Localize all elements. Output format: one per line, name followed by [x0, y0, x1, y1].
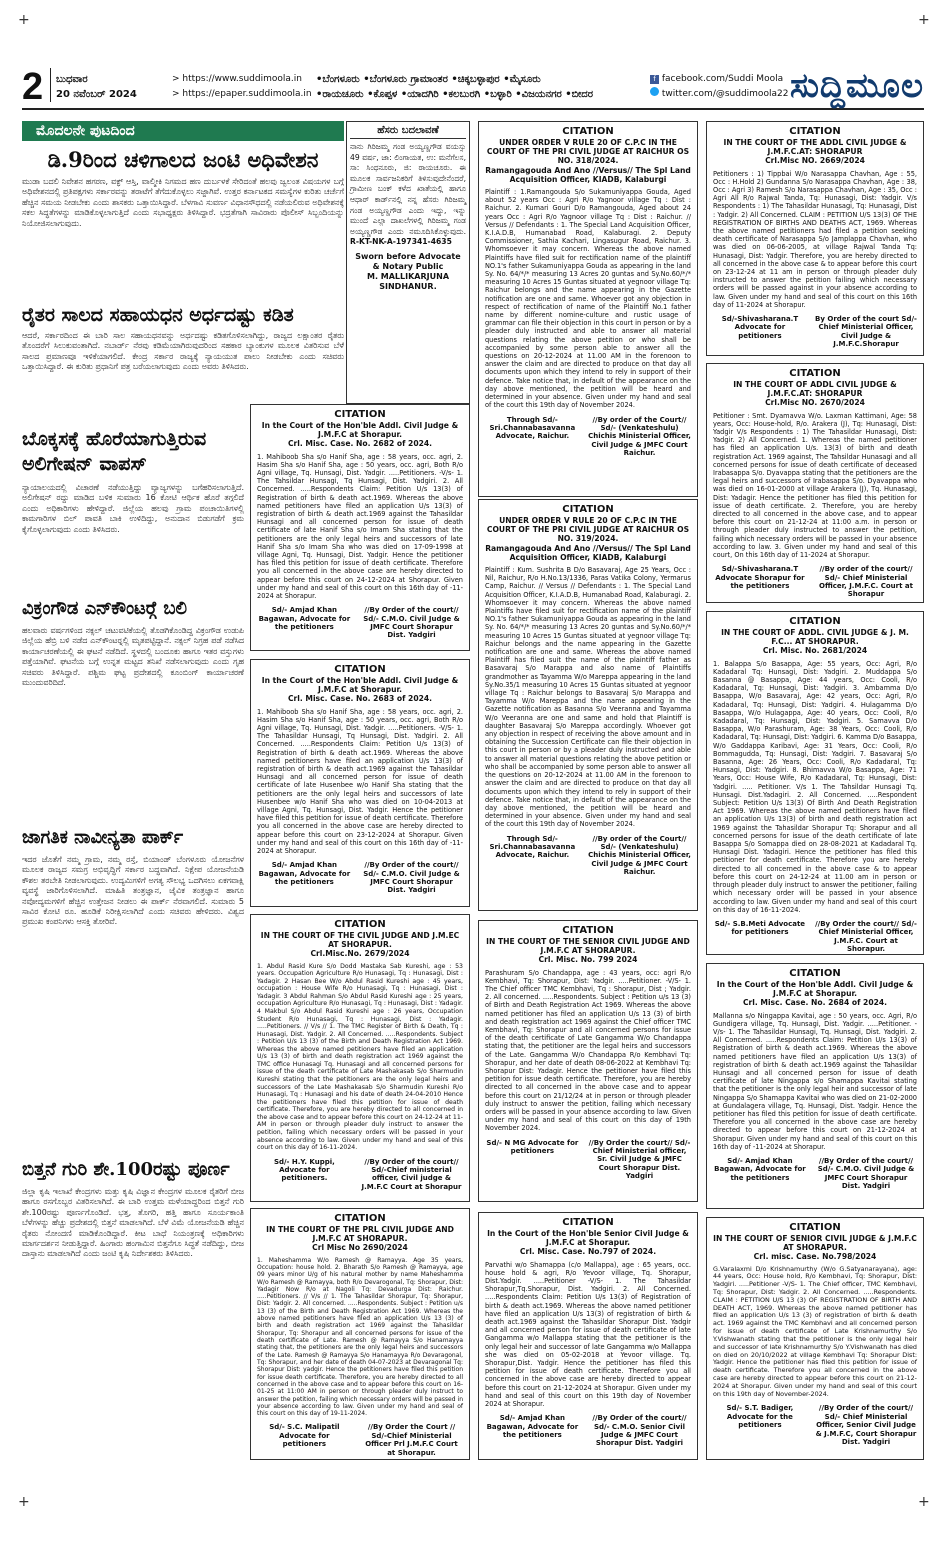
article-headline: ಬಿತ್ತನೆ ಗುರಿ ಶೇ.100ರಷ್ಟು ಪೂರ್ಣ: [22, 1159, 230, 1180]
sign-line: SINDHANUR.: [379, 281, 437, 291]
court-name: IN THE COURT OF ADDL CIVIL JUDGE & J.M.F.C.AT: SHORAPUR: [733, 380, 897, 399]
registration-mark: +: [18, 12, 30, 28]
notice-body: [350, 142, 466, 248]
advocate-signature: Sd/- Amjad Khan Bagawan, Advocate for the petitioners: [486, 1414, 579, 1440]
advocate-signature: Sd/-Shivasharana.T Advocate for petitioners: [721, 315, 799, 340]
citation-title: CITATION: [789, 368, 841, 379]
citation-body: Plaintiff : Kum. Sushrita B D/o Basavaraj, Age 25 Years, Occ : Nil, Raichur, R/o H.No.13/1336, Paras Vatika Colony, Yermarus Camp, Raichur. // Versus // Defendants : 1. The Special Land Acquisition Officer, K.I.A.D.B, Humanabad Road, Kalaburagi. 2. Whomsoever it may concern. Whereas the above named Plaintiffs have filed suit for rectification name of the plaintiff NO.1's father Sukamuniyappa Gouda as appearing in the land Sy. No. 64/*/* measuring 13 Acres 20 guntas and Sy.No.60/*/* measuring 10 Acres 15 Guntas situated at yegnoor village Tq: Raichur belongs and the name appearing in the Gazette notification are one and same. Whereas the above named Plaintiff has filed suit the name of the plaintiff father as Basavaraj S/o Marappa and also name of Plaintiffs grandmother as Tayamma W/o Mareppa appearing in the land Sy.No.35/1 measuring 10 Acres 15 Guntas situated at yegnoor village Tq : Raichur belongs to Basavaraj S/o Marappa and Tayamma W/o Mareppa and the name appearing in the Gazette notification as Basanna S/o Veeranna and Tayamma W/o Veeranna are one and same and hold that Plaintiff is daughter Basavaraj S/o Mareppa accordingly. Whoever got any objection in respect of receiving the above amount and in obtaining the Succession Certificate can file their objection in this court in person or by a pleader duly instructed and able to answer all material questions relating the above petition or who shall be accompanied by some person able to answer all the questions on 20-12-2024 at 11.00 AM in the forenoon to answer the claim and are directed to produce on that day all documents upon which they intend to rely in support of their defence. Take notice that, in default of the appearance on the day above mentioned, the petition will be heard and determined in your absence. Given under my hand and seal of the court this 19th day of November 2024.: [485, 566, 692, 829]
citation-title: CITATION: [334, 919, 386, 930]
citation-body: Petitioner : Smt. Dyamavva W/o. Laxman Kattimani, Age: 58 years, Occ: House-hold, R/o. Arakera (J), Tq: Hunasagi, Dist: Yadgir V/s Respondents : 1) The Tahasildar Hunasagi, Dist: Yadgir. 2) All Concerned. 1. Whereas the named petitioner has filed an application U/s. 13(3) of birth and death registration Act. 1969 against, The Tahsildar Hunasagi and all concerned persons for issue of death certificate of deceased Irabasappa S/o. Dyavappa stating that the petitioners are the legal heirs and successors of Irabasappa S/o. Dyavappa who was died on 16-01-2000 at village Arakera (J), Tq. Hunasagi, Dist: Yadagir. Hence the petitioner has filed this petition for issue of death certificate. 2. Therefore, you are hereby directed to all concerned in the above case, and to appear before this court on 21-12-24 at 11:00 a.m. in person or through pleader duly instructed to answer the petition, failing which necessary orders will be passed in your absence according to law. 3. Given under my hand and seal of this court, On this 16th day of 11-2024 at Shorapur.: [713, 411, 917, 560]
citation-body: 1. Abdul Rasid Kure S/o Dodd Mastaka Sab Kureshi, age : 53 years. Occupation Agriculture R/o Hunasagi, Tq : Hunasagi, Dist : Yadagir. 2 Hasan Bee W/o Abdul Rasid Kureshi age : 45 years, occupation : House Wife R/o Hunasagi, Tq : Hunasagi, Dist : Yadagir. 3 Abdul Rahman S/o Abdul Rasid Kureshi age : 25 years, occupation Agriculture R/o Hunasagi, Tq : Hunasagi, Dist : Yadagir. 4 Makbul S/o Abdul Rasid Kureshi age : 26 years, Occupation Student R/o Hunasagi, Tq : Hunasagi, Dist : Yadagir. .....Petitioners. // V/s // 1. The TMC Register of Birth & Death, Tq : Hunasagi, Dist. Yadgir. 2. All Concerned. .....Respondents. Subject : Petition U/s 13 (3) of the Birth and Death Registration Act 1969. Whereas the above named petitioners have filed an application U/s 13 (3) of birth and death registration act 1969 against the TMC office Hunasagi Tq. Hunasagi and all concerned persons for issue of the death certificate of Late Mashakasab S/o Sharmudin Kureshi stating that the petitioners are the only legal heirs and successors of the Late Mashakasab S/o Sharmudin Kureshi R/o Hunasagi, Tq : Hunasagi and his date of death 24-04-2010 Hence the petitioners have filed this petition for issue of death certificate. Therefore, you are hereby directed to all concerned in the above case and to appear before this court on 24-12-24 at 11-AM in person or through pleader duly instruct to answer the petition, failing which necessary orders will be passed in your absence according to law. Given under my hand and seal of this court on this day of 16-11-2024.: [257, 962, 463, 1152]
divider: [50, 68, 51, 102]
name-change-notice: [346, 121, 470, 404]
citation-signatures: [257, 861, 463, 895]
citation-body: 1. Mahiboob Sha s/o Hanif Sha, age : 58 years, occ. agri, 2. Hasim Sha s/o Hanif Sha, age : 50 years, occ. agri, Both R/o Agni village, Tq. Hunsagi, Dist. Yadgir. .....Petitioners. -V/s- 1. The Tahsildar Hunsagi, Tq Hunsagi, Dist. Yadgiri. 2. All Concerned. .....Respondents Claim: Petition U/s 13(3) of Registration of birth & death act.1969. Whereas the above named petitioners have filed an application U/s 13(3) of registration of birth & death act.1969 against the Tahasildar Hunsagi and all concerned person for issue of death certificate of late Hanif Sha s/o Imam Sha stating that the petitioners are the only legal heirs and successors of late Hanif Sha s/o Imam Sha who was died on 17-09-1998 at village Agni, Tq. Hunsagi, Dist. Yadgir. Hence the petitioner has filed this petition for issue of death certificate. Therefore you all concerned in the above case are hereby directed to appear before this court on 24-12-2024 at Shorapur. Given under my hand and seal of this court on this 16th day of -11-2024 at Shorapur.: [257, 452, 463, 601]
case-number: Crl.Misc NO. 2669/2024: [765, 156, 865, 166]
court-signature: //By order of the Court// Sd/- (Venkateshulu) Chichis Ministerial Officer, Civil Judge & JMFC Court Raichur.: [588, 415, 691, 458]
citation-body: Parashuram S/o Chandappa, age : 43 years, occ: agri R/o Kembhavi, Tq: Shorapur, Dist: Yadgir. .....Petitioner. -V/S- 1. The Chief officer TMC Kembhavi, Tq : Shorapur, Dist ; Yadgir. 2. All concerned. .....Respondents. Subject : Petition u/s 13 (3) of Birth and Death Registration Act 1969. Whereas the above named petitioner has filed an application U/s 13 (3) of birth and death registration act 1969 against the Chief officer TMC Kembhavi, Tq: Shorapur and all concerned persons for issue of the death certificate of Late Gangamma W/o Chandappa stating that, the petitioner are the legal heirs and successors of the Late. Gangamma W/o Chandappa R/o Kembhavi Tq: Shorapur, and her date of death 08-06-2022 at Kembhavi Tq: Shorapur Dist: Yadagir. Hence the petitioner have filed this petition for issue death certificate. Therefore, you are hereby directed to all concerned in the above case and to appear before this court on 21/12/24 at in person or through pleader duly instruct to answer the petition, failing which necessary orders will be passed in your absence according to law. Given under my hand and seal of this court on this day of 19th November 2024.: [485, 968, 691, 1133]
citation-body: 1. Balappa S/o Basappa, Age: 55 years, Occ: Agri, R/o Kadadaral Tq: Hunsagi, Dist: Yadgiri. 2. Muddappa S/o Basanna @ Basappa, Age: 44 years, Occ: Cooli, R/o Kadadaral, Tq: Hunsagi, Dist: Yadgiri. 3. Ambamma D/o Basappa, W/o Basavaraj, Age: 42 years, Occ: Agri, R/o Kadadaral, Tq: Hunsagi, Dist: Yadgiri. 4. Hulagamma D/o Basappa, W/o Hulagappa, Age: 40 years, Occ: Cooli, R/o Kadadaral, Tq: Hunsagi, Dist: Yadgiri. 5. Samavva D/o Basappa, W/o Parashuram, Age: 38 Years, Occ: Cooli, R/o Kadadaral, Tq: Hunsagi, Dist: Yadgiri. 6. Kamma D/o Basappa, W/o Gaddappa Karibavi, Age: 31 Years, Occ: Cooli, R/o Bommagudda, Tq: Hunsagi, Dist: Yadgiri. 7. Basavaraj S/o Basanna, Age: 26 Years, Occ: Cooli, R/o Kadadaral, Tq: Hunsagi, Dist: Yadgiri. 8. Bhimavva W/o Basappa, Age: 71 Years, Occ: House Wife, R/o Kadadaral, Tq: Hunsagi, Dist: Yadgiri. ..... Petitioner. V/s 1. The Tahsildar Hunsagi Tq. Hunsagi. Dist.Yadagiri. 2. All Concerned. .....Respondent Subject: Petition U/s 13(3) Of Birth And Death Registration Act 1969. Whereas the above named petitioners have filed an application U/s 13(3) of birth and death registration act 1969 against the Tahasildar Shorapur Tq: Shorapur and all concerned persons for issue of the death certificate of late Basappa S/o Somappa died on 28-08-2021 at Kadadaral Tq. Hunsagi Dist. Yadagiri. Hence the petitioner has filed this petitioner for death certificate. Therefore you are hereby directed to all concerned in the above case & to appear before this court on 24-12-24 at 11.00 am in person or through pleader duly instruct to answer the petitioner, failing which necessary order will be passed in your absence according to law. Given under my hand and seal of this court on this day of 16-11-2024.: [713, 659, 917, 914]
court-name: IN THE COURT OF THE CIVIL JUDGE AND J.M.EC AT SHORAPUR.: [260, 931, 460, 950]
issue-day: ಬುಧವಾರ: [56, 74, 88, 85]
cities-line-1: •ಬೆಂಗಳೂರು •ಬೆಂಗಳೂರು ಗ್ರಾಮಾಂತರ •ಚಿಕ್ಕಬಳ್ಳಾಪುರ •ಮೈಸೂರು: [316, 74, 541, 85]
citation-signatures: [257, 1158, 463, 1192]
citation-title: CITATION: [562, 925, 614, 936]
citation-title: CITATION: [334, 1213, 386, 1224]
issue-date: [56, 72, 137, 102]
edition-cities: [316, 72, 593, 102]
article-headline: ಬೊಕ್ಕಸಕ್ಕೆ ಹೊರೆಯಾಗುತ್ತಿರುವ ಅಲಿಗೇಷನ್ ವಾಪಸ್: [22, 428, 207, 475]
citation-box: [478, 1212, 698, 1460]
case-number: Ramangagouda And Ano //Versus// The Spl Land Acquisition Officer, KIADB, Kalaburgi: [485, 165, 691, 184]
citation-box: [250, 1208, 470, 1460]
advocate-signature: Sd/- S.B.Meti Advocate for petitioners: [714, 919, 806, 937]
case-number: Crl. Misc. No. 2681/2024: [762, 646, 868, 656]
facebook-icon: f: [650, 75, 659, 84]
citation-body: 1. Maheshamma W/o Ramesh @ Ramayya. Age 35 years, Occupation: house hold. 2. Bharath S/o Ramesh @ Ramayya, age 09 years minor U/g of his natural mother by name Maheshamma W/o Ramesh @ Ramayya, both R/o Devarogonal, Tq: Shorapur, Dist: Yadagir Now R/o at Nagoli Tq: Devadurga Dist: Raichur. .....Petitioners. // V/s // 1. The Tahasildar Shorapur, Tq: Shorapur, Dist: Yadgir. 2. All concerned. .....Respondents. Subject : Petition u/s 13 (3) of the Birth and Death Registration Act 1969. Whereas the above named petitioners have filed an application U/s 13 (3) of birth and death registration act 1969 against the Tahasildar Shorapur, Tq: Shorapur and all concerned persons for issue of the death certificate of Late. Ramesh @ Ramayya S/o Hanamayya stating that, the petitioners are the only legal heirs and successors of the Late. Ramesh @ Ramayya S/o Hanamayya R/o Devaragonal, Tq: Shorapur, and her date of death 04-07-2023 at Devaragonal Tq: Shorapur Dist: yadgir. Hence the petitioners have filed this petition for issue death certificate. Therefore, you are hereby directed to all concerned in the above case and to appear before this court on 16-01-25 at 11:00 AM in person or through pleader duly instruct to answer the petition, failing which necessary orders will be passed in your absence according to law. Given under my hand and seal of this court on this day of 19-11-2024.: [257, 1256, 463, 1418]
notice-title: ಹೆಸರು ಬದಲಾವಣೆ: [350, 125, 466, 139]
arrow-icon: >: [172, 74, 183, 84]
article: [22, 147, 344, 301]
court-name: In the Court of the Hon'ble Addl. Civil Judge & J.M.F.C at Shorapur.: [716, 980, 914, 999]
advocate-signature: Sd/- N MG Advocate for petitioners: [486, 1138, 579, 1156]
citation-title: CITATION: [334, 409, 386, 420]
court-name: IN THE COURT OF THE ADDL CIVIL JUDGE & J.M.F.C.AT: SHORAPUR: [723, 138, 907, 157]
citation-box: [478, 499, 698, 911]
court-name: In the Court of the Hon'ble Addl. Civil Judge & J.M.F.C at Shorapur.: [261, 421, 459, 440]
citation-title: CITATION: [562, 504, 614, 515]
citation-box: [706, 363, 924, 603]
court-signature: //By Order the Court // Sd/-Chief Ministerial Officer Prl J.M.F.C Court at Shorapur.: [365, 1423, 458, 1457]
citation-body: Mallanna s/o Ningappa Kavitai, age : 50 years, occ. Agri, R/o Gundigera village, Tq. Hunsagi, Dist. Yadgir. .....Petitioner. -V/s- 1. The Tahasildar Hunsagi, Tq. Hunsagi, Dist. Yadgiri. 2. All Concerned. .....Respondents Claim: Petition U/s 13(3) of Registration of birth & death act.1969. Whereas the above named petitioners have filed an application U/s 13(3) of registration of birth & death act.1969 against the Tahasildar Hunsagi and all concerned person for issue of death certificate of late Ningappa s/o Shamappa Kavitai stating that the petitioner is the only legal heir and successor of late Ningappa S/o Shamappa Kavitai who was died on 21-02-2000 at Gundalagera village, Tq. Hunsagi, Dist. Yadgir. Hence the petitioner has filed this petition for issue of death certificate. Therefore you all concerned in the above case are hereby directed to appear before this court on 21-12-2024 at Shorapur. Given under my hand and seal of this court on this 16th day of -11-2024 at Shorapur.: [713, 1011, 917, 1151]
court-signature: //By Order of the court// Sd/- Chief Ministerial Officer, Senior Civil Judge & J.M.F.C, Court Shorapur Dist. Yadgiri: [815, 1404, 917, 1447]
article-body: ನ್ಯಾಯಾಲಯದಲ್ಲಿ ವಿಚಾರಣೆ ನಡೆಯುತ್ತಿದ್ದು ವ್ಯಾಜ್ಯಗಳನ್ನು ಬಗೆಹರಿಸಲಾಗುತ್ತಿದೆ. ಅಲಿಗೇಷನ್ ರದ್ದು ಮಾಡಿದ ಬಳಿಕ ಸುಮಾರು 16 ಕೋಟಿ ಆರ್ಥಿಕ ಹೊರೆ ತಗ್ಗಲಿದೆ ಎಂದು ಅಧಿಕಾರಿಗಳು ಹೇಳಿದ್ದಾರೆ. ಜಿಲ್ಲೆಯ ಹಲವು ಗ್ರಾಮ ಪಂಚಾಯಿತಿಗಳಲ್ಲಿ ಕಾಮಗಾರಿಗಳ ಬಿಲ್ ಪಾವತಿ ಬಾಕಿ ಉಳಿದಿದ್ದು, ಅನುದಾನ ಬಿಡುಗಡೆಗೆ ಕ್ರಮ ಕೈಗೊಳ್ಳಲಾಗುವುದು ಎಂದು ತಿಳಿಸಿದರು.: [22, 483, 244, 534]
citation-signatures: [713, 565, 917, 599]
facebook-link[interactable]: facebook.com/Suddi Moola: [661, 74, 784, 84]
court-name: In the Court of the Hon'ble Senior Civil Judge & J.M.F.C at Shorapur.: [487, 1229, 689, 1248]
article: [22, 826, 244, 1147]
article: [22, 427, 244, 597]
court-signature: //By Order of the court// Sd/- C.M.O. Civil Judge & JMFC Court Shorapur Dist. Yadgiri: [817, 1157, 915, 1191]
case-number: Crl.Misc NO. 2670/2024: [765, 398, 865, 408]
page-number: 2: [22, 66, 44, 108]
citation-title: CITATION: [789, 616, 841, 627]
court-name: UNDER ORDER V RULE 20 OF C.P.C IN THE COURT OF THE PRI CIVIL JUDGE AT RAICHUR OS NO. 319/2024.: [486, 516, 690, 544]
citation-body: Plaintiff : 1.Ramangouda S/o Sukamuniyappa Gouda, Aged about 52 years Occ : Agri R/o Yagnoor village Tq : Dist : Raichur. 2. Kumari Gouri D/o Ramangouda, Aged about 24 years Occ : Agri R/o Yagnoor village Tq : Dist : Raichur. // Versus // Defendants : 1. The Special Land Acquisition Officer, K.I.A.D.B, Humanabad Road, Kalaburagi. 2. Deputy Commissioner, Sathia Kachari, Lingasugur Road, Raichur. 3. Whomsoever it may concern. Whereas the above named Plaintiffs have filed suit for rectification name of the plaintiff NO.1's father Sukamuniyappa Gouda as appearing in the land Sy. No. 64/*/* measuring 13 Acres 20 guntas and Sy.No.60/*/* measuring 10 Acres 15 Guntas situated at yegnoor village Tq: Raichur belongs and the name appearing in the Gazette notification are one and same. Whoever got any objection in respect of rectification of name of the Plaintiff No.1 father name by different nomine-culture and rustic usage of grammar can file their objection in this court in person or by a pleader duly instructed and able to answer all material questions relating the above petition or who shall be accompanied by some person able to answer all the questions on 20-12-2024 at 11.00 AM in the forenoon to answer the claim and are directed to produce on that day all documents upon which they intend to rely in support of their defence. Take notice that, in default of the appearance on the day above mentioned, the petition will be heard and determined in your absence. Given under my hand and seal of the court this 19th day of November 2024.: [485, 188, 691, 410]
article-body: ಆದರೆ, ಸರ್ಕಾರದಿಂದ ಈ ಬಾರಿ ಸಾಲ ಸಹಾಯಧನವನ್ನು ಅರ್ಧದಷ್ಟು ಕಡಿತಗೊಳಿಸಲಾಗಿದ್ದು, ರಾಜ್ಯದ ಲಕ್ಷಾಂತರ ರೈತರು ತೊಂದರೆಗೆ ಸಿಲುಕುವಂತಾಗಿದೆ. ನಬಾರ್ಡ್ ನೆರವು ಕಡಿಮೆಯಾಗಿರುವುದರಿಂದ ಸಹಕಾರ ಬ್ಯಾಂಕುಗಳ ಮೂಲಕ ವಿತರಿಸುವ ಬೆಳೆ ಸಾಲದ ಪ್ರಮಾಣವೂ ಇಳಿಕೆಯಾಗಲಿದೆ. ಕೇಂದ್ರ ಸರ್ಕಾರ ರಾಜ್ಯಕ್ಕೆ ನ್ಯಾಯಯುತ ಪಾಲು ನೀಡಬೇಕು ಎಂದು ಸಚಿವರು ಒತ್ತಾಯಿಸಿದ್ದಾರೆ. ಈ ಕುರಿತು ಪ್ರಧಾನಿಗೆ ಪತ್ರ ಬರೆಯಲಾಗುವುದು ಎಂದು ಅವರು ತಿಳಿಸಿದರು.: [22, 331, 344, 372]
citation-signatures: [485, 1414, 691, 1448]
court-signature: //By Order of the court// Sd/-Chief ministerial officer, Civil judge & J.M.F.C Court at Shorapur: [361, 1157, 462, 1191]
court-name: IN THE COURT OF ADDL. CIVIL JUDGE & J. M. F.C... AT SHORAPUR.: [721, 628, 909, 647]
court-name: IN THE COURT OF THE PRL CIVIL JUDGE AND J.M.F.C AT SHORAPUR.: [266, 1225, 454, 1244]
citation-signatures: [713, 1157, 917, 1191]
citation-title: CITATION: [789, 126, 841, 137]
citation-title: CITATION: [789, 1222, 841, 1233]
court-signature: //By Order of the court// Sd/- C.M.O. Civil Judge & JMFC Court Shorapur Dist. Yadgiri: [363, 861, 460, 895]
notary-signature: [350, 252, 466, 292]
court-signature: //By Order of the court// Sd/- C.M.O. Civil Judge & JMFC Court Shorapur Dist. Yadgiri: [363, 606, 460, 640]
article-body: ಮುಡಾ ಬದಲಿ ನಿವೇಶನ ಹಗರಣ, ವಕ್ಫ್ ಆಸ್ತಿ, ವಾಲ್ಮೀಕಿ ನಿಗಮದ ಹಣ ದುರ್ಬಳಕೆ ಸೇರಿದಂತೆ ಹಲವು ಜ್ವಲಂತ ವಿಷಯಗಳ ಬಗ್ಗೆ ಅಧಿವೇಶನದಲ್ಲಿ ಪ್ರತಿಪಕ್ಷಗಳು ಸರ್ಕಾರವನ್ನು ತರಾಟೆಗೆ ತೆಗೆದುಕೊಳ್ಳಲು ಸಜ್ಜಾಗಿವೆ. ಉತ್ತರ ಕರ್ನಾಟಕದ ಸಮಸ್ಯೆಗಳ ಕುರಿತು ಚರ್ಚೆಗೆ ಹೆಚ್ಚಿನ ಸಮಯ ನೀಡಬೇಕು ಎಂದು ಶಾಸಕರು ಒತ್ತಾಯಿಸಿದ್ದಾರೆ. ಬೆಳಗಾವಿ ಸುವರ್ಣ ವಿಧಾನಸೌಧದಲ್ಲಿ ನಡೆಯಲಿರುವ ಅಧಿವೇಶನಕ್ಕೆ ಸಕಲ ಸಿದ್ಧತೆಗಳನ್ನು ಮಾಡಿಕೊಳ್ಳಲಾಗುತ್ತಿದೆ ಎಂದು ಸಭಾಧ್ಯಕ್ಷರು ತಿಳಿಸಿದ್ದಾರೆ. ಭದ್ರತೆಗಾಗಿ ಸಾವಿರಾರು ಪೊಲೀಸ್ ಸಿಬ್ಬಂದಿಯನ್ನು ನಿಯೋಜಿಸಲಾಗುವುದು.: [22, 177, 344, 228]
citation-body: G.Varalaxmi D/o Krishnamurthy (W/o G.Satyanarayana), age: 44 years, Occ: House hold, R/o Kembhavi, Tq: Shorapur, Dist: Yadgiri. .....Petitioner -V/S- 1. The Chief officer, TMC Kembhavi, Tq: Shorapur, Dist: Yadgir. 2. All Concerned. .....Respondents. CLAIM : PETITION U/S 13 (3) OF REGISTRATION OF BIRTH AND DEATH ACT, 1969. Whereas the above named petitioner has filed an application U/s 13 (3) of registration of birth & death act. 1969 against the TMC Kembhavi and all concerned person for issue of death certificate of Late Krishnamurthy S/o Y.Vishwanath stating that the petitioner is the only legal heir and successor of late Krishnamurthy S/o Y.Vishwanath has died on died on 20/10/2022 at village Kembhavi Tq: Shorapur Dist: Yadgir. Hence the petitioner has filed this petition for issue of death certificate. Therefore you all concerned in the above case are hereby directed to appear before this court on 21-12-2024 at Shorapur. Given under my hand and seal of this court on this 19th day of November-2024.: [713, 1264, 917, 1398]
article-body: ಹಲವಾರು ವರ್ಷಗಳಿಂದ ನಕ್ಸಲ್ ಚಟುವಟಿಕೆಯಲ್ಲಿ ತೊಡಗಿಕೊಂಡಿದ್ದ ವಿಕ್ರಂಗೌಡ ಉಡುಪಿ ಜಿಲ್ಲೆಯ ಹೆಬ್ರಿ ಬಳಿ ನಡೆದ ಎನ್‍ಕೌಂಟರ್‍ನಲ್ಲಿ ಮೃತಪಟ್ಟಿದ್ದಾನೆ. ನಕ್ಸಲ್ ನಿಗ್ರಹ ಪಡೆ ನಡೆಸಿದ ಕಾರ್ಯಾಚರಣೆಯಲ್ಲಿ ಈ ಘಟನೆ ನಡೆದಿದೆ. ಸ್ಥಳದಲ್ಲಿ ಬಂದೂಕು ಹಾಗೂ ಇತರ ವಸ್ತುಗಳು ಪತ್ತೆಯಾಗಿವೆ. ಘಟನೆಯ ಬಗ್ಗೆ ಉನ್ನತ ಮಟ್ಟದ ತನಿಖೆ ನಡೆಸಲಾಗುವುದು ಎಂದು ಗೃಹ ಸಚಿವರು ತಿಳಿಸಿದ್ದಾರೆ. ಪಶ್ಚಿಮ ಘಟ್ಟ ಪ್ರದೇಶದಲ್ಲಿ ಕೂಂಬಿಂಗ್ ಕಾರ್ಯಾಚರಣೆ ಮುಂದುವರಿದಿದೆ.: [22, 626, 244, 688]
advocate-signature: Sd/-Shivasharana.T Advocate Shorapur for the petitioners: [715, 565, 805, 591]
twitter-icon: [650, 87, 659, 96]
court-name: IN THE COURT OF SENIOR CIVIL JUDGE & J.M.F.C AT SHORAPUR.: [713, 1234, 917, 1253]
article: [22, 1158, 244, 1487]
citation-signatures: [485, 1139, 691, 1181]
sign-line: Sworn before Advocate: [355, 251, 461, 261]
citation-body: Parvathi w/o Shamappa (c/o Mallappa), age : 65 years, occ. house hold & agri, R/o Yevoor village, Tq. Shorapur, Dist.Yadgir. .....Petitioner -V/S- 1. The Tahasildar Shorapur,Tq.Shorapur, Dist. Yadgiri. 2. All Concerned. .....Respondents Claim: Petition U/s 13(3) of Registration of birth & death act.1969. Whereas the above named petitioner have filed an application U/s 13(3) of registration of birth & death act.1969 against the Tahasildar Shorapur Dist. Yadgir and all concerned person for issue of death certificate of late Gangamma w/o Mallappa stating that the petitioner is the only legal heir and successor of late Gangamma w/o Mallappa she was died on 05-02-2018 at Yevoor village. Tq. Shorapur,Dist. Yadgir. Hence the petitioner has filed this petition for issue of death certificate. Therefore you all concerned in the above case are hereby directed to appear before this court on 21-12-2024 at Shorapur. Given under my hand and seal of this court on this 19th day of November 2024 at Shorapur.: [485, 1260, 691, 1409]
sign-line: M. MALLIKARJUNA: [366, 271, 450, 281]
article-headline: ಜಾಗತಿಕ ನಾವೀನ್ಯತಾ ಪಾರ್ಕ್: [22, 827, 184, 848]
citation-title: CITATION: [562, 126, 614, 137]
court-signature: //By Order the court// Sd/-Chief Ministerial Officer, J.M.F.C. Court at Shorapur.: [815, 919, 917, 954]
case-number: Ramangagouda And Ano //Versus// The Spl Land Acquisition Officer, KIADB, Kalaburgi: [485, 543, 691, 562]
advocate-signature: Through Sd/- Sri.Channabasavanna Advocate, Raichur.: [489, 834, 576, 860]
article-headline: ರೈತರ ಸಾಲದ ಸಹಾಯಧನ ಅರ್ಧದಷ್ಟು ಕಡಿತ: [22, 304, 294, 326]
arrow-icon: >: [172, 89, 183, 99]
article-body: ಇದರ ಜೊತೆಗೆ ನಮ್ಮ ಗ್ರಾಮ, ನಮ್ಮ ರಸ್ತೆ, ಬಿಯಾಂಡ್ ಬೆಂಗಳೂರು ಯೋಜನೆಗಳ ಮೂಲಕ ರಾಜ್ಯದ ಸಮಗ್ರ ಅಭಿವೃದ್ಧಿಗೆ ಸರ್ಕಾರ ಬದ್ಧವಾಗಿದೆ. ನಿಕ್ಷೇಪ ಯೋಜನೆಯಡಿ ಕೌಶಲ ತರಬೇತಿ ನೀಡಲಾಗುವುದು. ಉದ್ಯಮಿಗಳಿಗೆ ಅಗತ್ಯ ಸೌಲಭ್ಯ ಒದಗಿಸಲು ಏಕಗವಾಕ್ಷಿ ವ್ಯವಸ್ಥೆ ಜಾರಿಗೊಳಿಸಲಾಗಿದೆ. ಮಾಹಿತಿ ತಂತ್ರಜ್ಞಾನ, ಜೈವಿಕ ತಂತ್ರಜ್ಞಾನ ಹಾಗೂ ನವೋದ್ಯಮಗಳಿಗೆ ಹೆಚ್ಚಿನ ಉತ್ತೇಜನ ನೀಡಲು ಈ ಪಾರ್ಕ್ ನೆರವಾಗಲಿದೆ. ಸುಮಾರು 5 ಸಾವಿರ ಕೋಟಿ ರೂ. ಹೂಡಿಕೆ ನಿರೀಕ್ಷಿಸಲಾಗಿದೆ ಎಂದು ಸಚಿವರು ಹೇಳಿದರು. ವಿಶ್ವದ ಪ್ರಮುಖ ಕಂಪನಿಗಳು ಆಸಕ್ತಿ ತೋರಿವೆ.: [22, 855, 244, 927]
citation-signatures: [713, 1404, 917, 1446]
advocate-signature: Through Sd/- Sri.Channabasavanna Advocate, Raichur.: [489, 415, 576, 441]
registration-mark: +: [918, 1494, 930, 1510]
court-signature: //By order of the court// Sd/- Chief Ministerial Officer, J.M.F.C. Court at Shorapur: [819, 565, 913, 599]
advocate-signature: Sd/- S.T. Badiger, Advocate for the petitioners: [726, 1404, 794, 1430]
citation-body: Petitioners : 1) Tippbai W/o Narasappa Chavhan, Age : 55, Occ : H.Hold 2) Gundanna S/o Narasappa Chavhan, Age : 38, Occ : Agri 3) Ramesh S/o Narasappa Chavhan, Age : 35, Occ : Agri All R/o Rajwal Tanda, Tq: Hunasagi, Dist: Yadgir. V/s Respondents : 1) The Tahasildar Hunasagi, Tq: Hunasagi, Dist : Yadgir. 2) All Concerned. CLAIM : PETITION U/S 13(3) OF THE REGISTRATION OF BIRTHS AND DEATHS ACT, 1969. Whereas the above named petitioners had filed a petition seeking death certificate of Narasappa S/o Jamplappa Chavhan, who was died on 06-06-2005, at village Rajwal Tanda Tq: Hunasagi, Dist: Yadgir. Therefore, you are hereby directed to all concerned in the above case & to appear before this court on 23-12-24 at 11 am in person or through pleader duly instructed to answer the petition failing which necessary orders will be passed against in your absence according to law. Given under my hand and seal of this court on this 16th day of 11-2024 at Shorapur.: [713, 169, 917, 309]
case-number: Crl. Misc. Case. No. 2683 of 2024.: [287, 694, 433, 704]
court-signature: //By order of the Court// Sd/- (Venkateshulu) Chichis Ministerial Officer, Civil Judge & JMFC Court Raichur.: [588, 834, 691, 877]
citation-box: [706, 121, 924, 356]
advocate-signature: Sd/- Amjad Khan Bagawan, Advocate for the petitioners: [258, 606, 351, 632]
citation-box: [706, 611, 924, 955]
citation-box: [478, 121, 698, 497]
advocate-signature: Sd/- S.C. Malipatil Advocate for petitioners: [269, 1423, 340, 1449]
case-number: Crl Misc No 2690/2024: [312, 1243, 408, 1253]
citation-signatures: [485, 416, 691, 458]
citation-box: [250, 659, 470, 907]
citation-box: [250, 914, 470, 1202]
case-number: Crl. Misc. Case. No.797 of 2024.: [519, 1247, 657, 1257]
notice-text: ನಾನು ಗಿರಿಜಮ್ಮ ಗಂಡ ಅಯ್ಯಣ್ಣಗೌಡ ವಯಸ್ಸು 49 ವರ್ಷ, ಜಾ: ಲಿಂಗಾಯತ, ಉ: ಮನೆಗೆಲಸ, ಸಾ: ಸಿಂಧನೂರು, ಜಿ: ರಾಯಚೂರು. ಈ ಮೂಲಕ ಸಾರ್ವಜನಿಕರಿಗೆ ತಿಳಿಸುವುದೇನೆಂದರೆ, ಗ್ರಾಮೀಣ ಬಂಕ್ ಕಳೆದ ಖಾತೆಯಲ್ಲಿ ಹಾಗೂ ಆಧಾರ್ ಕಾರ್ಡ್‌ನಲ್ಲಿ ನನ್ನ ಹೆಸರು ಗಿರಿಜಮ್ಮ ಗಂಡ ಅಯ್ಯಣ್ಣಗೌಡ ಎಂದು ಇದ್ದು, ಇನ್ನು ಮುಂದೆ ಎಲ್ಲಾ ದಾಖಲೆಗಳಲ್ಲಿ ಗಿರಿಜಮ್ಮ ಗಂಡ ಅಯ್ಯಣ್ಣಗೌಡ ಎಂದು ನಮೂದಿಸಿಕೊಳ್ಳುವುದು.: [350, 142, 466, 236]
court-name: UNDER ORDER V RULE 20 OF C.P.C IN THE COURT OF THE PRI CIVIL JUDGE AT RAICHUR OS NO. 318/2024.: [486, 138, 690, 166]
website-link[interactable]: https://www.suddimoola.in: [182, 74, 302, 84]
citation-box: [706, 1217, 924, 1460]
twitter-link[interactable]: twitter.com/@suddimoola22: [661, 89, 789, 99]
case-number: Crl. misc. Case. No.798/2024: [753, 1252, 877, 1262]
citation-box: [706, 963, 924, 1209]
court-signature: //By Order of the court// Sd/- C.M.O. Senior Civil Judge & JMFC Court Shorapur Dist. Yadgiri: [592, 1414, 687, 1448]
epaper-link[interactable]: https://epaper.suddimoola.in: [182, 89, 312, 99]
article-headline: ಡಿ.9ರಿಂದ ಚಳಿಗಾಲದ ಜಂಟಿ ಅಧಿವೇಶನ: [47, 147, 319, 172]
masthead: [22, 66, 924, 110]
citation-body: 1. Mahiboob Sha s/o Hanif Sha, age : 58 years, occ. agri, 2. Hasim Sha s/o Hanif Sha, age : 50 years, occ. agri, Both R/o Agni village, Tq. Hunsagi, Dist. Yadgir. .....Petitioners. -V/S- 1. The Tahasildar Hunsagi, Tq Hunsagi, Dist. Yadgiri. 2. All Concerned. .....Respondents Claim: Petition U/s 13(3) of Registration of birth & death act.1969. Whereas the above named petitioners have filed an application U/s 13(3) of registration of birth & death act.1969 against the Tahasildar Hunsagi and all concerned person for issue of death certificate of late Husenbee w/o Hanif Sha stating that the petitioners are the only legal heirs and successors of late Husenbee w/o Hanif Sha who was died on 10-04-2013 at village Agni, Tq. Hunsagi, Dist. Yadgir. Hence the petitioner have filed this petition for issue of death certificate. Therefore you all concerned in the above case are hereby directed to appear before this court on 23-12-2024 at Shorapur. Given under my hand and seal of this court on this 16th day of -11-2024 at Shorapur.: [257, 707, 463, 856]
advocate-signature: Sd/- Amjad Khan Bagawan, Advocate for the petitioners: [258, 861, 351, 887]
citation-title: CITATION: [789, 968, 841, 979]
registration-mark: +: [18, 1494, 30, 1510]
social-links: [650, 72, 788, 102]
citation-signatures: [713, 315, 917, 349]
case-number: Crl. Misc. Case. No. 2682 of 2024.: [287, 439, 433, 449]
section-banner: ಮೊದಲನೇ ಪುಟದಿಂದ: [22, 121, 344, 141]
issue-date-text: 20 ನವೆಂಬರ್ 2024: [56, 89, 137, 100]
citation-signatures: [257, 606, 463, 640]
notice-reference: R-KT-NK-A-197341-4635: [350, 237, 452, 247]
newspaper-logo: ಸುದ್ದಿಮೂಲ: [790, 66, 924, 106]
article-body: ಜಿಲ್ಲಾ ಕೃಷಿ ಇಲಾಖೆ ಕೇಂದ್ರಗಳು ಮತ್ತು ಕೃಷಿ ವಿಜ್ಞಾನ ಕೇಂದ್ರಗಳ ಮೂಲಕ ರೈತರಿಗೆ ಬೀಜ ಹಾಗೂ ರಸಗೊಬ್ಬರ ವಿತರಿಸಲಾಗಿದೆ. ಈ ಬಾರಿ ಉತ್ತಮ ಮಳೆಯಾದ್ದರಿಂದ ಬಿತ್ತನೆ ಗುರಿ ಶೇ.100ರಷ್ಟು ಪೂರ್ಣಗೊಂಡಿದೆ. ಭತ್ತ, ತೊಗರಿ, ಹತ್ತಿ ಹಾಗೂ ಸೂರ್ಯಕಾಂತಿ ಬೆಳೆಗಳನ್ನು ಹೆಚ್ಚು ಪ್ರದೇಶದಲ್ಲಿ ಬಿತ್ತನೆ ಮಾಡಲಾಗಿದೆ. ಬೆಳೆ ವಿಮೆ ಯೋಜನೆಯಡಿ ಹೆಚ್ಚಿನ ರೈತರು ನೋಂದಣಿ ಮಾಡಿಕೊಂಡಿದ್ದಾರೆ. ಕೀಟ ಬಾಧೆ ನಿಯಂತ್ರಣಕ್ಕೆ ಅಧಿಕಾರಿಗಳು ಮಾರ್ಗದರ್ಶನ ನೀಡುತ್ತಿದ್ದಾರೆ. ಹಿಂಗಾರು ಹಂಗಾಮಿನ ಬಿತ್ತನೆಗೂ ಸಿದ್ಧತೆ ನಡೆದಿದ್ದು, ಬೀಜ ದಾಸ್ತಾನು ಮಾಡಲಾಗಿದೆ ಎಂದು ಜಂಟಿ ಕೃಷಿ ನಿರ್ದೇಶಕರು ತಿಳಿಸಿದರು.: [22, 1187, 244, 1259]
citation-signatures: [713, 920, 917, 954]
sign-line: & Notary Public: [372, 261, 444, 271]
court-name: IN THE COURT OF THE SENIOR CIVIL JUDGE AND J.M.F.C AT SHORAPUR.: [486, 937, 690, 956]
case-number: Crl. Misc. Case. No. 2684 of 2024.: [742, 998, 888, 1008]
citation-box: [478, 920, 698, 1202]
court-signature: //By Order the court// Sd/-Chief Ministerial officer, Sr. Civil Judge & JMFC Court Shorapur Dist. Yadgiri: [588, 1138, 691, 1181]
case-number: Crl. Misc. No. 799 2024: [538, 955, 638, 965]
court-name: In the Court of the Hon'ble Addl. Civil Judge & J.M.F.C at Shorapur.: [261, 676, 459, 695]
advocate-signature: Sd/- H.Y. Kuppi, Advocate for petitioners.: [273, 1157, 335, 1183]
citation-title: CITATION: [562, 1217, 614, 1228]
advocate-signature: Sd/- Amjad Khan Bagawan, Advocate for the petitioners: [714, 1157, 806, 1182]
article: [22, 597, 244, 822]
citation-box: [250, 404, 470, 651]
citation-title: CITATION: [334, 664, 386, 675]
cities-line-2: •ರಾಯಚೂರು •ಕೊಪ್ಪಳ •ಯಾದಗಿರಿ •ಕಲಬುರಗಿ •ಬಳ್ಳಾರಿ •ವಿಜಯನಗರ •ಬೀದರ: [316, 89, 593, 100]
article-headline: ವಿಕ್ರಂಗೌಡ ಎನ್‍ಕೌಂಟರ್‍ಗೆ ಬಲಿ: [22, 598, 187, 619]
court-signature: By Order of the court Sd/- Chief Ministerial Officer, Civil Judge & J.M.F.C.Shorapur: [815, 315, 917, 349]
website-links: [172, 72, 312, 102]
registration-mark: +: [918, 12, 930, 28]
citation-signatures: [485, 835, 691, 877]
case-number: Crl.Misc.No. 2679/2024: [310, 949, 410, 959]
citation-signatures: [257, 1423, 463, 1457]
